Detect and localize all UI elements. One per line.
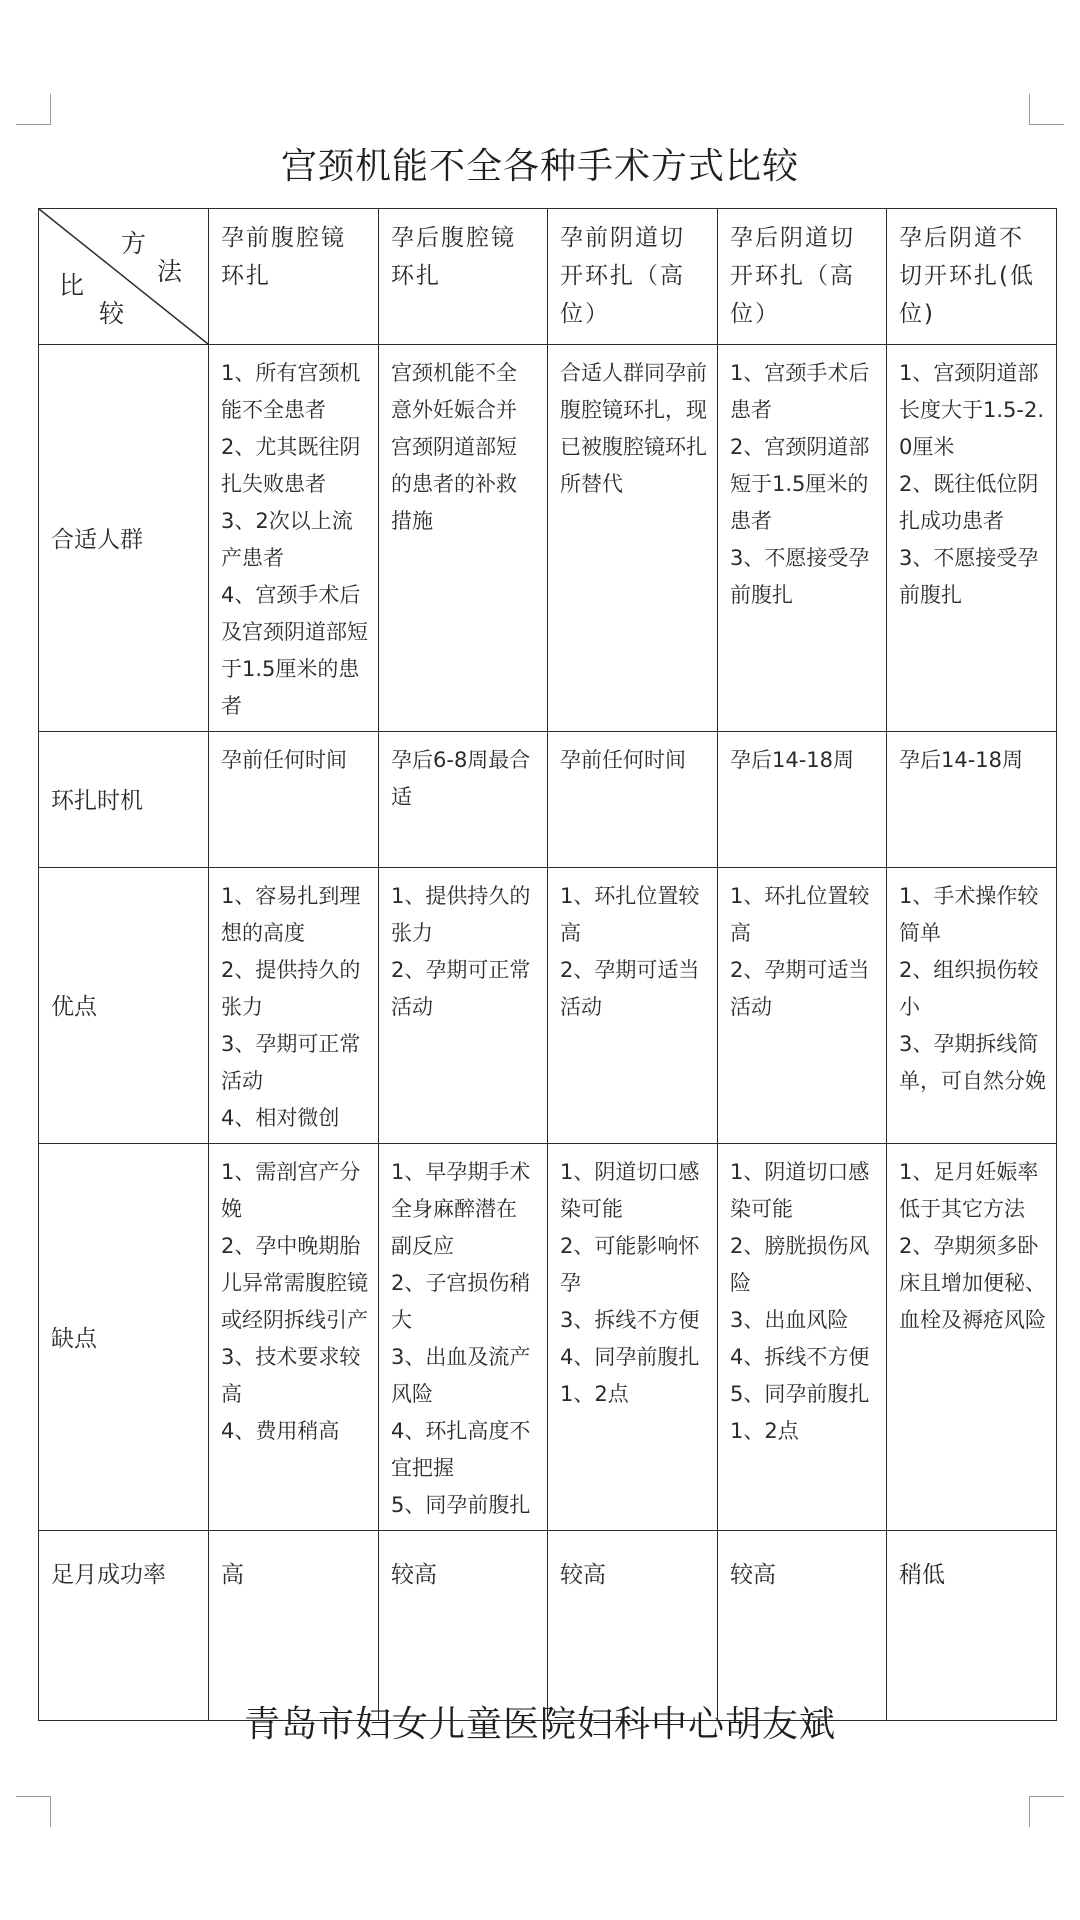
cell-item: 1、提供持久的张力: [391, 884, 531, 945]
table-cell: [548, 1531, 718, 1721]
cell-item: 2、孕期可适当活动: [560, 958, 700, 1019]
cell-item: 孕后14-18周: [899, 748, 1024, 772]
cell-item: 3、出血及流产风险: [391, 1345, 531, 1406]
table-cell: [379, 345, 548, 732]
cell-item: 3、技术要求较高: [221, 1345, 361, 1406]
cell-item: 2、可能影响怀孕: [560, 1234, 700, 1295]
cell-item: 2、孕期可正常活动: [391, 958, 531, 1019]
table-cell: [718, 732, 887, 868]
cell-item: 1、环扎位置较高: [730, 884, 870, 945]
table-cell: [718, 1144, 887, 1531]
table-row: [39, 868, 1057, 1144]
crop-mark-bottom-left: [16, 1796, 51, 1827]
cell-item: 2、膀胱损伤风险: [730, 1234, 870, 1295]
cell-item: 较高: [730, 1562, 776, 1588]
cell-item: 2、提供持久的张力: [221, 958, 361, 1019]
row-label: 缺点: [39, 1144, 209, 1531]
cell-item: 4、环扎高度不宜把握: [391, 1419, 531, 1480]
cell-item: 1、阴道切口感染可能: [560, 1160, 700, 1221]
cell-item: 5、同孕前腹扎: [391, 1493, 531, 1517]
cell-item: 4、拆线不方便: [730, 1345, 870, 1369]
cell-item: 4、相对微创: [221, 1106, 340, 1130]
row-label: 足月成功率: [39, 1531, 209, 1721]
crop-mark-bottom-right: [1029, 1796, 1064, 1827]
cell-item: 1、阴道切口感染可能: [730, 1160, 870, 1221]
cell-item: 1、宫颈阴道部长度大于1.5-2.0厘米: [899, 361, 1045, 459]
table-cell: [209, 1531, 379, 1721]
cell-item: 2、既往低位阴扎成功患者: [899, 472, 1039, 533]
method-header: 孕后腹腔镜环扎: [379, 209, 548, 345]
cell-item: 5、同孕前腹扎1、2点: [730, 1382, 870, 1443]
cell-item: 高: [221, 1562, 244, 1588]
cell-item: 孕后6-8周最合适: [391, 748, 531, 809]
cell-item: 孕前任何时间: [221, 748, 347, 772]
table-row: [39, 345, 1057, 732]
method-char-1: 方: [121, 229, 147, 258]
cell-item: 较高: [560, 1562, 606, 1588]
cell-item: 2、孕期须多卧床且增加便秘、血栓及褥疮风险: [899, 1234, 1046, 1332]
table-cell: [548, 1144, 718, 1531]
table-cell: [379, 1531, 548, 1721]
cell-item: 合适人群同孕前腹腔镜环扎，现已被腹腔镜环扎所替代: [560, 361, 707, 496]
row-label: 环扎时机: [39, 732, 209, 868]
cell-item: 1、宫颈手术后患者: [730, 361, 870, 422]
footer-author: 青岛市妇女儿童医院妇科中心胡友斌: [243, 1704, 836, 1745]
cell-item: 3、孕期可正常活动: [221, 1032, 361, 1093]
header-row: [39, 209, 1057, 345]
cell-item: 2、组织损伤较小: [899, 958, 1039, 1019]
method-header: 孕后阴道不切开环扎(低位): [887, 209, 1057, 345]
table-cell: [209, 345, 379, 732]
cell-item: 2、尤其既往阴扎失败患者: [221, 435, 361, 496]
cell-item: 3、拆线不方便: [560, 1308, 700, 1332]
cell-item: 2、宫颈阴道部短于1.5厘米的患者: [730, 435, 870, 533]
cell-item: 4、同孕前腹扎1、2点: [560, 1345, 700, 1406]
cell-item: 1、手术操作较简单: [899, 884, 1039, 945]
table-cell: [718, 1531, 887, 1721]
cell-item: 宫颈机能不全意外妊娠合并宫颈阴道部短的患者的补救措施: [391, 361, 517, 533]
cell-item: 1、容易扎到理想的高度: [221, 884, 361, 945]
cell-item: 1、足月妊娠率低于其它方法: [899, 1160, 1039, 1221]
row-label: 优点: [39, 868, 209, 1144]
cell-item: 1、早孕期手术全身麻醉潜在副反应: [391, 1160, 531, 1258]
table-cell: [887, 1531, 1057, 1721]
table-cell: [887, 868, 1057, 1144]
cell-item: 4、费用稍高: [221, 1419, 340, 1443]
cell-item: 3、孕期拆线简单，可自然分娩: [899, 1032, 1046, 1093]
cell-item: 孕前任何时间: [560, 748, 686, 772]
table-row: [39, 732, 1057, 868]
cell-item: 3、出血风险: [730, 1308, 849, 1332]
crop-mark-top-left: [16, 94, 51, 125]
method-header: 孕后阴道切开环扎（高位）: [718, 209, 887, 345]
cell-item: 4、宫颈手术后及宫颈阴道部短于1.5厘米的患者: [221, 583, 368, 718]
compare-char-1: 比: [59, 271, 85, 300]
cell-item: 稍低: [899, 1562, 945, 1588]
cell-item: 3、2次以上流产患者: [221, 509, 353, 570]
comparison-table: [38, 208, 1057, 1721]
table-cell: [548, 732, 718, 868]
crop-mark-top-right: [1029, 94, 1064, 125]
cell-item: 2、孕中晚期胎儿异常需腹腔镜或经阴拆线引产: [221, 1234, 368, 1332]
compare-char-2: 较: [99, 299, 125, 328]
table-cell: [887, 1144, 1057, 1531]
cell-item: 较高: [391, 1562, 437, 1588]
row-label: 合适人群: [39, 345, 209, 732]
table-cell: [887, 732, 1057, 868]
table-cell: [209, 732, 379, 868]
method-header: 孕前阴道切开环扎（高位）: [548, 209, 718, 345]
table-cell: [379, 732, 548, 868]
page-title: 宫颈机能不全各种手术方式比较: [280, 146, 799, 187]
cell-item: 2、孕期可适当活动: [730, 958, 870, 1019]
cell-item: 1、需剖宫产分娩: [221, 1160, 361, 1221]
table-cell: [718, 868, 887, 1144]
table-cell: [548, 345, 718, 732]
table-row: [39, 1144, 1057, 1531]
method-char-2: 法: [157, 257, 183, 286]
method-header: 孕前腹腔镜环扎: [209, 209, 379, 345]
cell-item: 3、不愿接受孕前腹扎: [730, 546, 870, 607]
table-cell: [209, 1144, 379, 1531]
cell-item: 1、环扎位置较高: [560, 884, 700, 945]
cell-item: 3、不愿接受孕前腹扎: [899, 546, 1039, 607]
table-cell: [548, 868, 718, 1144]
cell-item: 孕后14-18周: [730, 748, 855, 772]
table-cell: [209, 868, 379, 1144]
table-cell: [379, 1144, 548, 1531]
diagonal-header-cell: [39, 209, 209, 345]
table-row: [39, 1531, 1057, 1721]
cell-item: 1、所有宫颈机能不全患者: [221, 361, 361, 422]
table-cell: [718, 345, 887, 732]
table-cell: [379, 868, 548, 1144]
cell-item: 2、子宫损伤稍大: [391, 1271, 531, 1332]
table-cell: [887, 345, 1057, 732]
